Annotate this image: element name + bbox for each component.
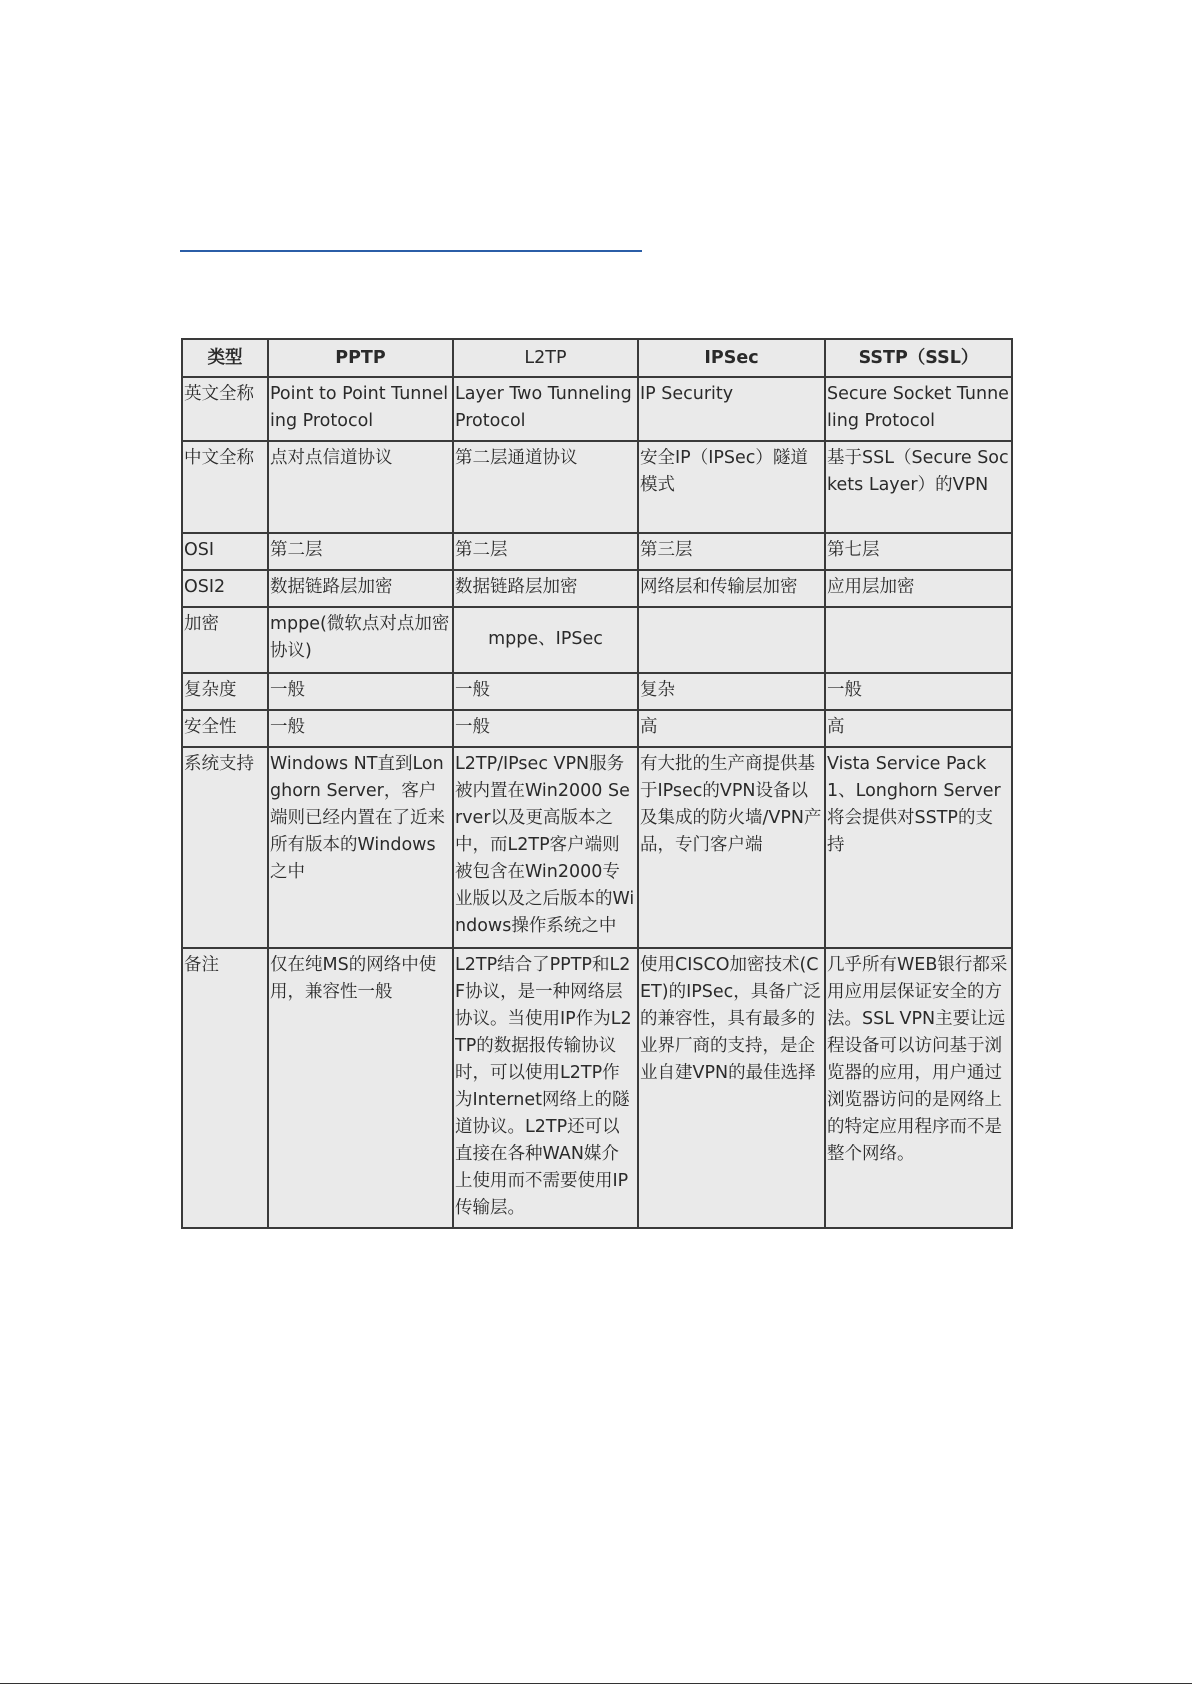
table-row bbox=[182, 747, 1012, 948]
table-row bbox=[182, 607, 1012, 673]
header-l2tp: L2TP bbox=[453, 339, 638, 377]
row-label: 系统支持 bbox=[182, 747, 268, 948]
table-cell: 第二层 bbox=[268, 533, 453, 570]
table-cell: 复杂 bbox=[638, 673, 825, 710]
table-row bbox=[182, 570, 1012, 607]
table-cell: 有大批的生产商提供基于IPsec的VPN设备以及集成的防火墙/VPN产品，专门客户端 bbox=[638, 747, 825, 948]
table-cell: mppe、IPSec bbox=[453, 607, 638, 673]
header-pptp: PPTP bbox=[268, 339, 453, 377]
table-cell: 仅在纯MS的网络中使用，兼容性一般 bbox=[268, 948, 453, 1228]
table-cell: 基于SSL（Secure Sockets Layer）的VPN bbox=[825, 441, 1012, 533]
header-type: 类型 bbox=[182, 339, 268, 377]
table-row bbox=[182, 441, 1012, 533]
table-cell: 点对点信道协议 bbox=[268, 441, 453, 533]
link-underline bbox=[180, 250, 642, 252]
table-cell: 第二层通道协议 bbox=[453, 441, 638, 533]
table-cell: L2TP结合了PPTP和L2F协议，是一种网络层协议。当使用IP作为L2TP的数据报传输协议时，可以使用L2TP作为Internet网络上的隧道协议。L2TP还可以直接在各种WAN媒介上使用而不需要使用IP传输层。 bbox=[453, 948, 638, 1228]
table-cell: Windows NT直到Longhorn Server，客户端则已经内置在了近来所有版本的Windows之中 bbox=[268, 747, 453, 948]
table-cell bbox=[638, 607, 825, 673]
table-cell: 网络层和传输层加密 bbox=[638, 570, 825, 607]
row-label: 中文全称 bbox=[182, 441, 268, 533]
table-row bbox=[182, 673, 1012, 710]
row-label: OSI bbox=[182, 533, 268, 570]
table-cell: 高 bbox=[825, 710, 1012, 747]
header-sstp: SSTP（SSL） bbox=[825, 339, 1012, 377]
table-cell: IP Security bbox=[638, 377, 825, 441]
table-cell: 第二层 bbox=[453, 533, 638, 570]
table-row bbox=[182, 377, 1012, 441]
table-row bbox=[182, 948, 1012, 1228]
vpn-comparison-table bbox=[181, 338, 1013, 1229]
table-cell: 高 bbox=[638, 710, 825, 747]
table-cell: 数据链路层加密 bbox=[453, 570, 638, 607]
page-bottom-rule bbox=[0, 1683, 1192, 1684]
table-row bbox=[182, 533, 1012, 570]
table-cell: 一般 bbox=[268, 673, 453, 710]
table-cell: 第七层 bbox=[825, 533, 1012, 570]
table-cell: Vista Service Pack 1、Longhorn Server将会提供对SSTP的支持 bbox=[825, 747, 1012, 948]
table-cell: 一般 bbox=[268, 710, 453, 747]
row-label: 安全性 bbox=[182, 710, 268, 747]
table-cell: Layer Two Tunneling Protocol bbox=[453, 377, 638, 441]
table-cell: 安全IP（IPSec）隧道模式 bbox=[638, 441, 825, 533]
table-cell: L2TP/IPsec VPN服务被内置在Win2000 Server以及更高版本之中，而L2TP客户端则被包含在Win2000专业版以及之后版本的Windows操作系统之中 bbox=[453, 747, 638, 948]
table-row bbox=[182, 710, 1012, 747]
table-cell: 一般 bbox=[453, 710, 638, 747]
table-cell: 第三层 bbox=[638, 533, 825, 570]
row-label: 复杂度 bbox=[182, 673, 268, 710]
header-ipsec: IPSec bbox=[638, 339, 825, 377]
table-cell: Point to Point Tunneling Protocol bbox=[268, 377, 453, 441]
table-cell: 数据链路层加密 bbox=[268, 570, 453, 607]
table-cell: 一般 bbox=[825, 673, 1012, 710]
table-cell: 应用层加密 bbox=[825, 570, 1012, 607]
table-cell bbox=[825, 607, 1012, 673]
table-cell: 使用CISCO加密技术(CET)的IPSec，具备广泛的兼容性，具有最多的业界厂商的支持，是企业自建VPN的最佳选择 bbox=[638, 948, 825, 1228]
table-cell: Secure Socket Tunneling Protocol bbox=[825, 377, 1012, 441]
row-label: OSI2 bbox=[182, 570, 268, 607]
table-cell: 几乎所有WEB银行都采用应用层保证安全的方法。SSL VPN主要让远程设备可以访问基于浏览器的应用，用户通过浏览器访问的是网络上的特定应用程序而不是整个网络。 bbox=[825, 948, 1012, 1228]
table-cell: 一般 bbox=[453, 673, 638, 710]
row-label: 英文全称 bbox=[182, 377, 268, 441]
row-label: 备注 bbox=[182, 948, 268, 1228]
table-cell: mppe(微软点对点加密协议) bbox=[268, 607, 453, 673]
row-label: 加密 bbox=[182, 607, 268, 673]
header-row bbox=[182, 339, 1012, 377]
